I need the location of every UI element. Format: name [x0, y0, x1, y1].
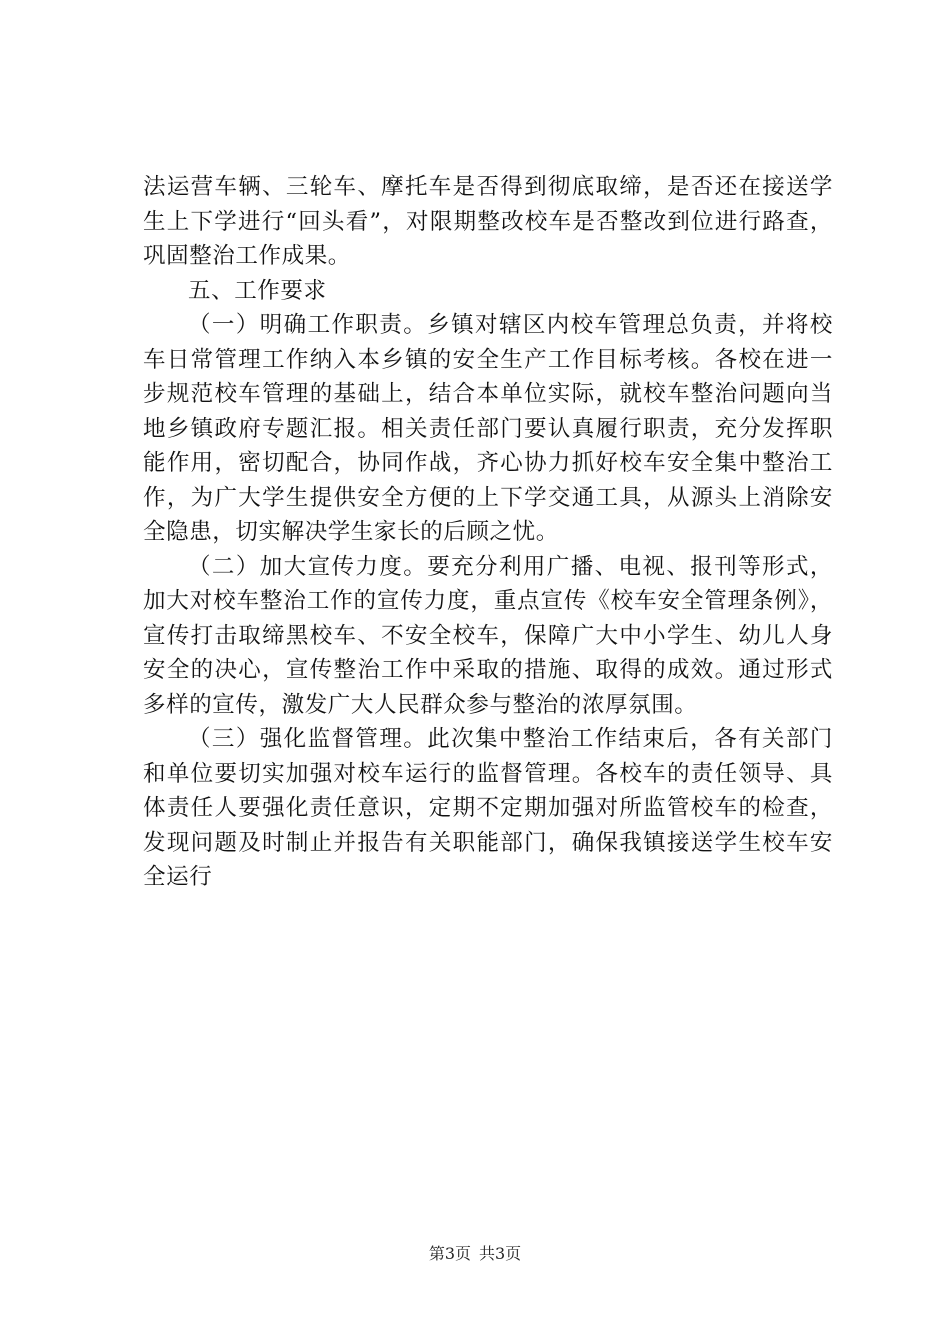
paragraph-continuation: 法运营车辆、三轮车、摩托车是否得到彻底取缔，是否还在接送学生上下学进行“回头看”，对限期整改校车是否整改到位进行路查，巩固整治工作成果。 [143, 174, 833, 269]
page-footer [0, 1244, 950, 1264]
paragraph-duties: （一）明确工作职责。乡镇对辖区内校车管理总负责，并将校车日常管理工作纳入本乡镇的安全生产工作目标考核。各校在进一步规范校车管理的基础上，结合本单位实际，就校车整治问题向当地乡镇政府专题汇报。相关责任部门要认真履行职责，充分发挥职能作用，密切配合，协同作战，齐心协力抓好校车安全集中整治工作，为广大学生提供安全方便的上下学交通工具，从源头上消除安全隐患，切实解决学生家长的后顾之忧。 [143, 312, 833, 545]
paragraph-supervision: （三）强化监督管理。此次集中整治工作结束后，各有关部门和单位要切实加强对校车运行的监督管理。各校车的责任领导、具体责任人要强化责任意识，定期不定期加强对所监管校车的检查，发现问题及时制止并报告有关职能部门，确保我镇接送学生校车安全运行 [143, 726, 833, 890]
page-total: 共3页 [479, 1244, 522, 1263]
document-body [143, 170, 833, 895]
section-heading: 五、工作要求 [188, 277, 327, 304]
page-number: 第3页 [428, 1244, 471, 1263]
paragraph-publicity: （二）加大宣传力度。要充分利用广播、电视、报刊等形式，加大对校车整治工作的宣传力度，重点宣传《校车安全管理条例》，宣传打击取缔黑校车、不安全校车，保障广大中小学生、幼儿人身安全的决心，宣传整治工作中采取的措施、取得的成效。通过形式多样的宣传，激发广大人民群众参与整治的浓厚氛围。 [143, 553, 833, 718]
